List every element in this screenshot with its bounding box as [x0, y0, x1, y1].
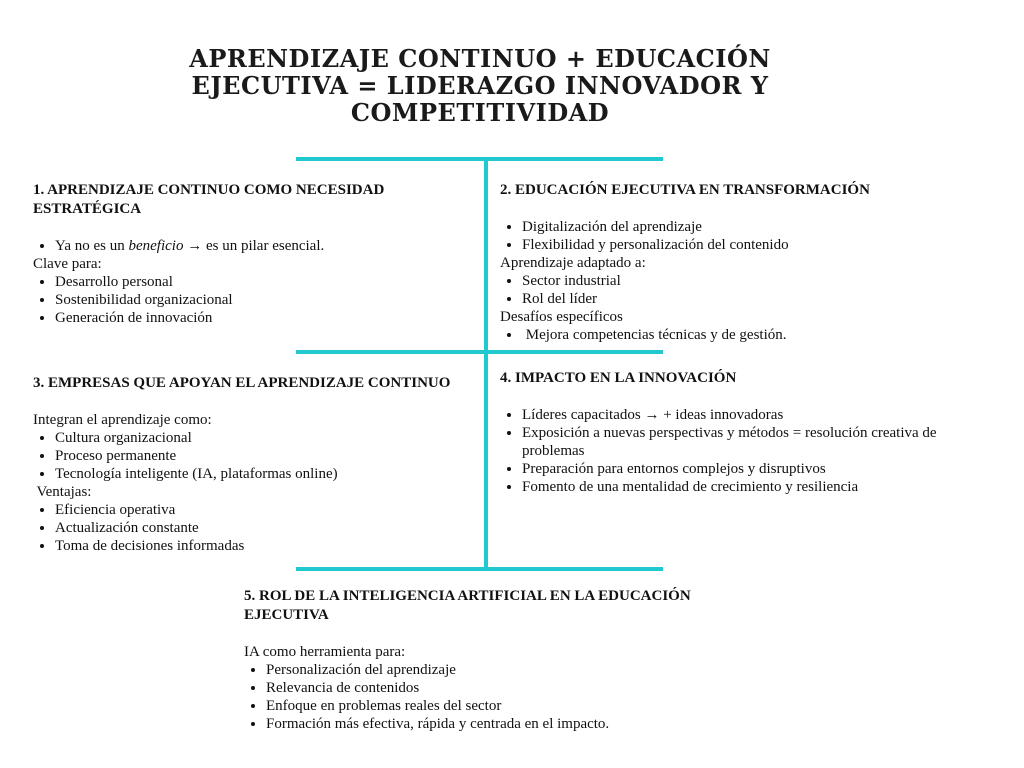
list-item: • Proceso permanente — [55, 447, 478, 465]
integran-list — [33, 429, 478, 483]
section-4-list — [500, 406, 980, 496]
page-title: APRENDIZAJE CONTINUO + EDUCACIÓN EJECUTIVA = LIDERAZGO INNOVADOR Y COMPETITIVIDAD — [189, 44, 771, 127]
list-item: • Sector industrial — [522, 272, 980, 290]
section-aprendizaje-continuo — [33, 181, 473, 327]
list-item: • Mejora competencias técnicas y de gestión. — [522, 326, 980, 344]
list-item: • Tecnología inteligente (IA, plataformas online) — [55, 465, 478, 483]
section-1-list — [33, 237, 473, 255]
section-educacion-ejecutiva — [500, 181, 980, 344]
section-2-heading: 2. EDUCACIÓN EJECUTIVA EN TRANSFORMACIÓN — [500, 182, 870, 198]
list-item: • Rol del líder — [522, 290, 980, 308]
section-empresas — [33, 374, 478, 555]
list-item: • Relevancia de contenidos — [266, 679, 734, 697]
list-item: • Sostenibilidad organizacional — [55, 291, 473, 309]
list-item: • Preparación para entornos complejos y disruptivos — [522, 460, 980, 478]
ventajas-list — [33, 501, 478, 555]
divider-vertical — [484, 159, 488, 569]
list-item: • Ya no es un beneficio → es un pilar esencial. — [55, 237, 473, 255]
list-item: • Enfoque en problemas reales del sector — [266, 697, 734, 715]
list-item: • Formación más efectiva, rápida y centrada en el impacto. — [266, 715, 734, 733]
clave-list — [33, 273, 473, 327]
list-item: • Fomento de una mentalidad de crecimiento y resiliencia — [522, 478, 980, 496]
section-5-heading: 5. ROL DE LA INTELIGENCIA ARTIFICIAL EN LA EDUCACIÓN EJECUTIVA — [244, 588, 691, 623]
section-4-heading: 4. IMPACTO EN LA INNOVACIÓN — [500, 370, 737, 386]
integran-label: Integran el aprendizaje como: — [33, 412, 212, 428]
list-item: • Toma de decisiones informadas — [55, 537, 478, 555]
section-1-heading: 1. APRENDIZAJE CONTINUO COMO NECESIDAD ESTRATÉGICA — [33, 182, 385, 217]
section-3-heading: 3. EMPRESAS QUE APOYAN EL APRENDIZAJE CONTINUO — [33, 375, 451, 391]
list-item: • Desarrollo personal — [55, 273, 473, 291]
list-item: • Cultura organizacional — [55, 429, 478, 447]
list-item: • Líderes capacitados → + ideas innovadoras — [522, 406, 980, 424]
list-item: • Actualización constante — [55, 519, 478, 537]
list-item: • Eficiencia operativa — [55, 501, 478, 519]
divider-top — [296, 157, 663, 161]
section-2-list — [500, 218, 980, 254]
desafios-list — [500, 326, 980, 344]
list-item: • Flexibilidad y personalización del contenido — [522, 236, 980, 254]
section-impacto — [500, 369, 980, 496]
divider-bottom — [296, 567, 663, 571]
clave-label: Clave para: — [33, 256, 102, 272]
ventajas-label: Ventajas: — [33, 484, 92, 500]
list-item: • Digitalización del aprendizaje — [522, 218, 980, 236]
desafios-label: Desafíos específicos — [500, 309, 623, 325]
adaptado-list — [500, 272, 980, 308]
divider-middle — [296, 350, 663, 354]
section-rol-ia — [244, 587, 734, 733]
list-item: • Exposición a nuevas perspectivas y métodos = resolución creativa de problemas — [522, 424, 980, 460]
list-item: • Generación de innovación — [55, 309, 473, 327]
list-item: • Personalización del aprendizaje — [266, 661, 734, 679]
adaptado-label: Aprendizaje adaptado a: — [500, 255, 646, 271]
ia-label: IA como herramienta para: — [244, 644, 406, 660]
ia-list — [244, 661, 734, 733]
